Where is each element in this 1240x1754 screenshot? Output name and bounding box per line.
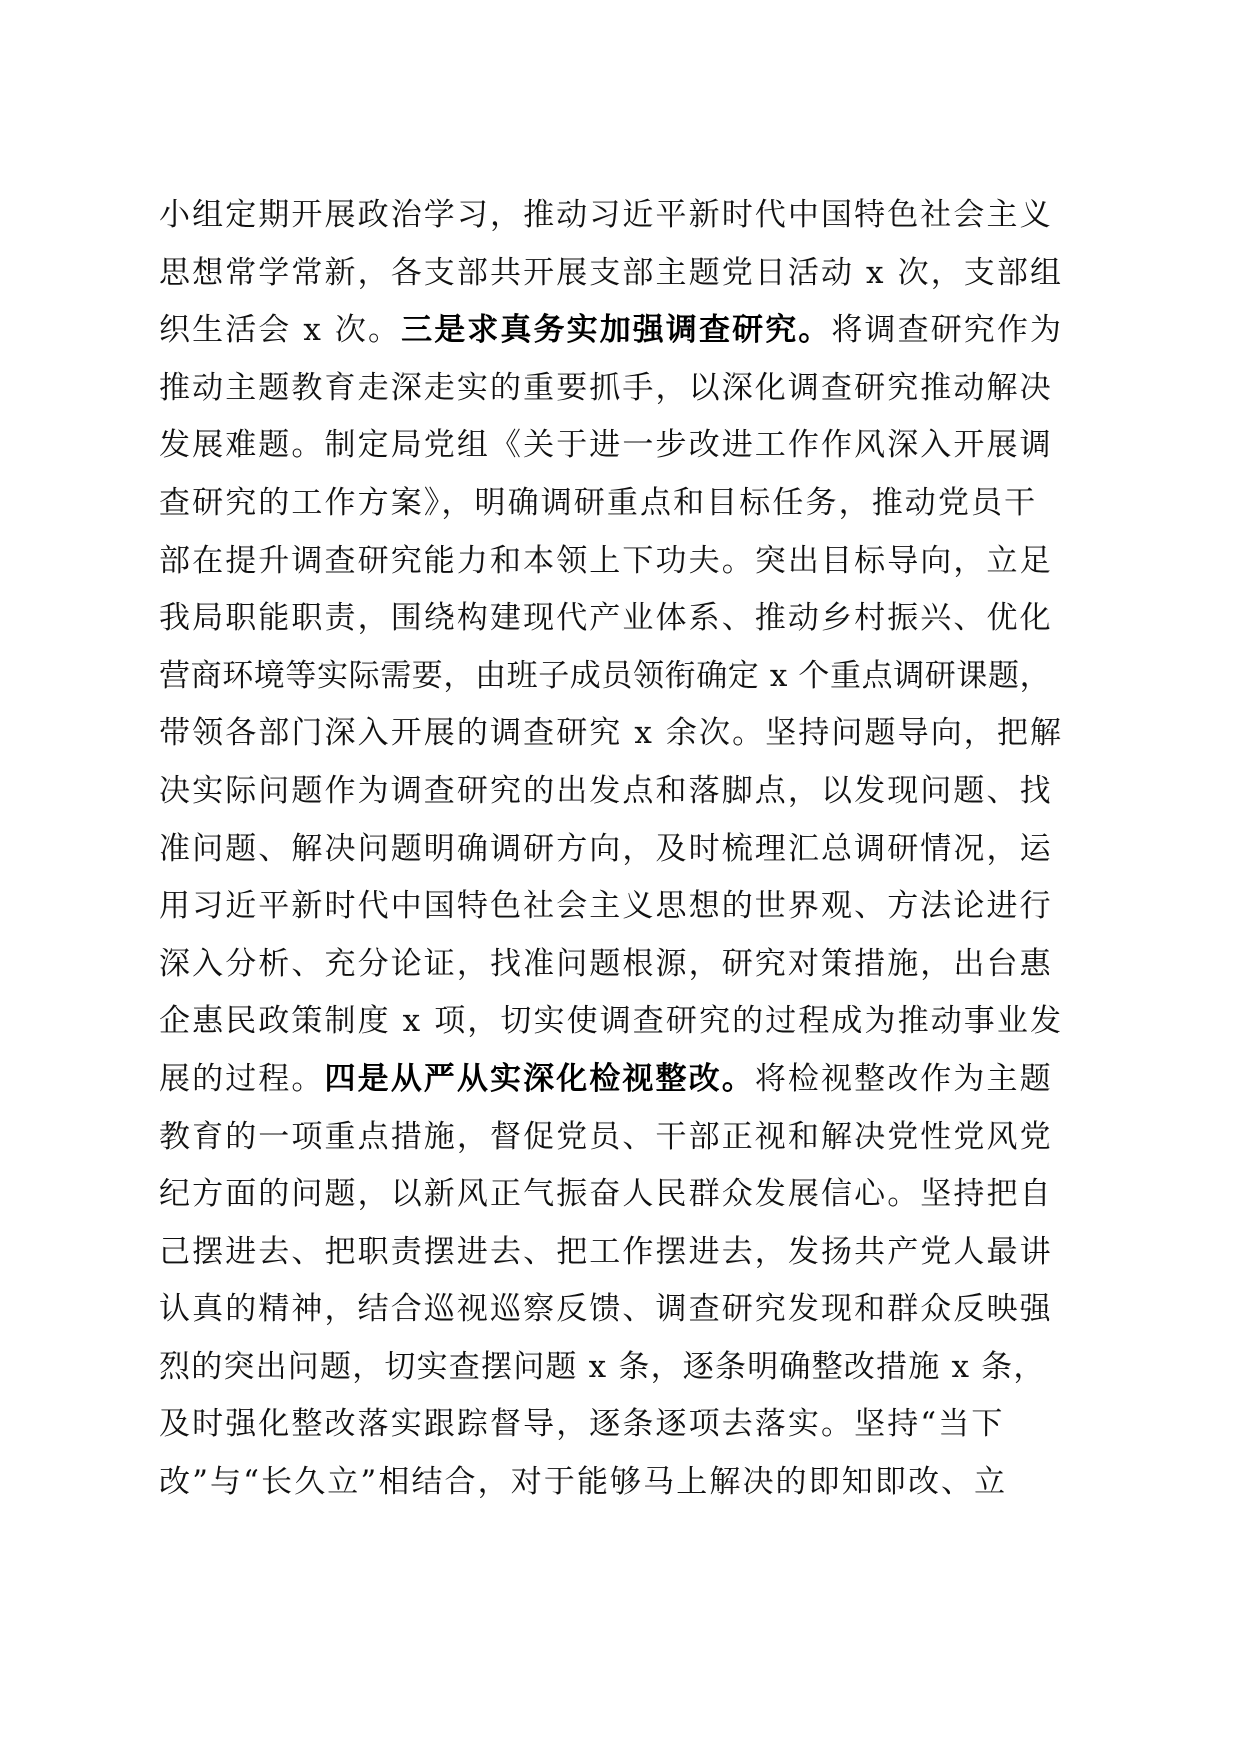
text-line: 织生活会 x 次。三是求真务实加强调查研究。将调查研究作为 — [159, 312, 1064, 349]
text-line: 展的过程。四是从严从实深化检视整改。将检视整改作为主题 — [159, 1060, 1053, 1097]
text-line: 企惠民政策制度 x 项，切实使调查研究的过程成为推动事业发 — [159, 1003, 1064, 1040]
text-line: 改”与“长久立”相结合，对于能够马上解决的即知即改、立 — [159, 1464, 1008, 1501]
text-line: 带领各部门深入开展的调查研究 x 余次。坚持问题导向，把解 — [159, 715, 1064, 752]
text-line: 决实际问题作为调查研究的出发点和落脚点，以发现问题、找 — [159, 772, 1053, 809]
text-line: 及时强化整改落实跟踪督导，逐条逐项去落实。坚持“当下 — [159, 1406, 1005, 1443]
text-line: 深入分析、充分论证，找准问题根源，研究对策措施，出台惠 — [159, 945, 1053, 982]
text-line: 发展难题。制定局党组《关于进一步改进工作作风深入开展调 — [159, 427, 1053, 464]
text-line: 教育的一项重点措施，督促党员、干部正视和解决党性党风党 — [159, 1118, 1053, 1155]
text-line: 认真的精神，结合巡视巡察反馈、调查研究发现和群众反映强 — [159, 1291, 1053, 1328]
text-line: 准问题、解决问题明确调研方向，及时梳理汇总调研情况，运 — [159, 830, 1053, 867]
text-line: 纪方面的问题，以新风正气振奋人民群众发展信心。坚持把自 — [159, 1176, 1053, 1213]
text-line: 部在提升调查研究能力和本领上下功夫。突出目标导向，立足 — [159, 542, 1053, 579]
text-line: 推动主题教育走深走实的重要抓手，以深化调查研究推动解决 — [159, 369, 1053, 406]
text-line: 己摆进去、把职责摆进去、把工作摆进去，发扬共产党人最讲 — [159, 1233, 1053, 1270]
text-line: 查研究的工作方案》，明确调研重点和目标任务，推动党员干 — [159, 484, 1038, 521]
section-heading-4: 四是从严从实深化检视整改。 — [324, 1060, 755, 1097]
text-line: 小组定期开展政治学习，推动习近平新时代中国特色社会主义 — [159, 197, 1053, 233]
text-line: 我局职能职责，围绕构建现代产业体系、推动乡村振兴、优化 — [159, 600, 1053, 637]
body-paragraph — [159, 187, 1064, 1512]
section-heading-3: 三是求真务实加强调查研究。 — [401, 312, 832, 349]
text-line: 用习近平新时代中国特色社会主义思想的世界观、方法论进行 — [159, 888, 1053, 925]
text-line: 思想常学常新，各支部共开展支部主题党日活动 x 次，支部组 — [159, 254, 1064, 291]
text-line: 烈的突出问题，切实查摆问题 x 条，逐条明确整改措施 x 条， — [159, 1348, 1046, 1385]
text-line: 营商环境等实际需要，由班子成员领衔确定 x 个重点调研课题， — [159, 657, 1052, 694]
